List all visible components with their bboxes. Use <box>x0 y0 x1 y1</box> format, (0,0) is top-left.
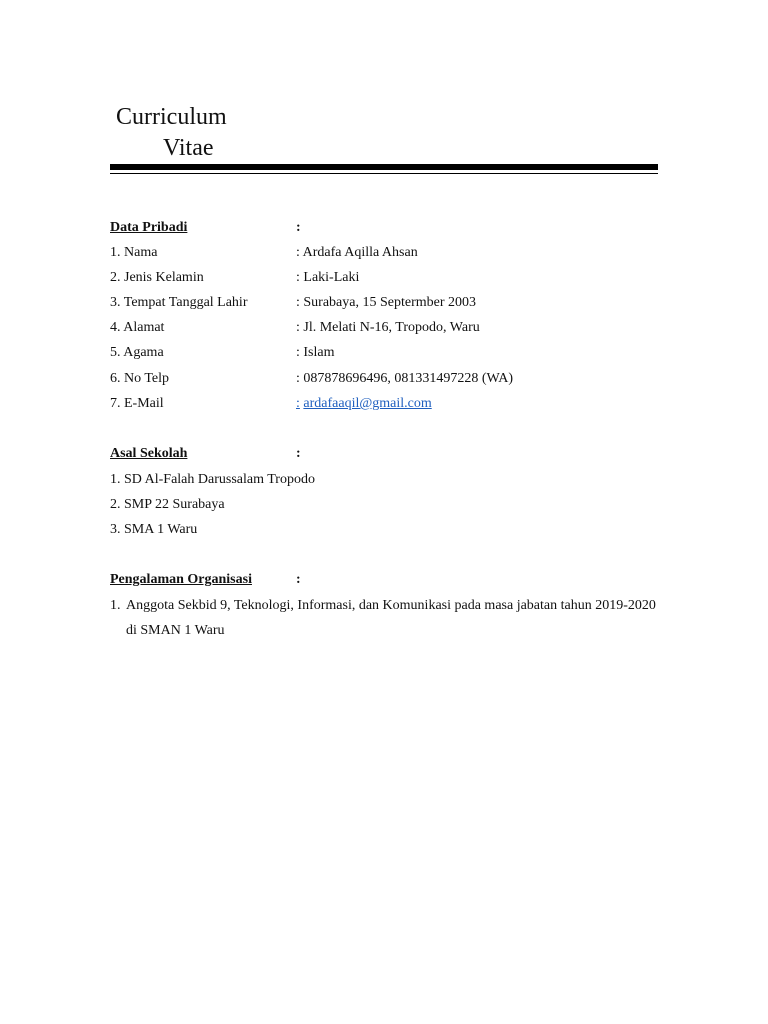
field-label: 5. Agama <box>110 345 164 360</box>
list-item-school <box>110 467 670 492</box>
field-no-telp <box>110 366 670 391</box>
org-item-number: 1. <box>110 598 121 613</box>
title-divider-thin <box>110 173 658 174</box>
field-value: : Laki-Laki <box>296 270 360 285</box>
section-title-pengalaman-organisasi: Pengalaman Organisasi <box>110 572 252 587</box>
field-label: 4. Alamat <box>110 320 165 335</box>
section-colon: : <box>296 220 301 235</box>
title-curriculum: Curriculum <box>116 104 227 130</box>
section-title-data-pribadi: Data Pribadi <box>110 220 188 235</box>
list-item-school <box>110 492 670 517</box>
section-colon: : <box>296 572 301 587</box>
field-agama <box>110 340 670 365</box>
section-data-pribadi-header <box>110 215 670 240</box>
title-divider-thick <box>110 164 658 170</box>
field-value: : 087878696496, 081331497228 (WA) <box>296 371 513 386</box>
field-value <box>296 391 432 416</box>
field-tempat-tanggal-lahir <box>110 290 670 315</box>
field-label: 7. E-Mail <box>110 396 164 411</box>
school-name: 1. SD Al-Falah Darussalam Tropodo <box>110 472 315 487</box>
field-label: 6. No Telp <box>110 371 170 386</box>
section-title-asal-sekolah: Asal Sekolah <box>110 446 188 461</box>
field-value: : Jl. Melati N-16, Tropodo, Waru <box>296 320 480 335</box>
field-email <box>110 391 670 416</box>
list-item-school <box>110 517 670 542</box>
email-colon: : <box>296 396 300 411</box>
field-label: 2. Jenis Kelamin <box>110 270 204 285</box>
section-asal-sekolah-header <box>110 441 670 466</box>
field-label: 1. Nama <box>110 245 158 260</box>
section-pengalaman-organisasi-header <box>110 567 670 592</box>
school-name: 3. SMA 1 Waru <box>110 522 198 537</box>
field-value: : Islam <box>296 345 335 360</box>
email-link[interactable]: ardafaaqil@gmail.com <box>303 396 432 411</box>
field-value: : Surabaya, 15 Septermber 2003 <box>296 295 477 310</box>
field-label: 3. Tempat Tanggal Lahir <box>110 295 248 310</box>
school-name: 2. SMP 22 Surabaya <box>110 497 225 512</box>
title-vitae: Vitae <box>163 135 214 161</box>
section-colon: : <box>296 446 301 461</box>
field-jenis-kelamin <box>110 265 670 290</box>
field-alamat <box>110 315 670 340</box>
field-value: : Ardafa Aqilla Ahsan <box>296 245 418 260</box>
org-item-text: Anggota Sekbid 9, Teknologi, Informasi, dan Komunikasi pada masa jabatan tahun 2019-2020 di SMAN 1 Waru <box>126 598 656 638</box>
field-nama <box>110 240 670 265</box>
